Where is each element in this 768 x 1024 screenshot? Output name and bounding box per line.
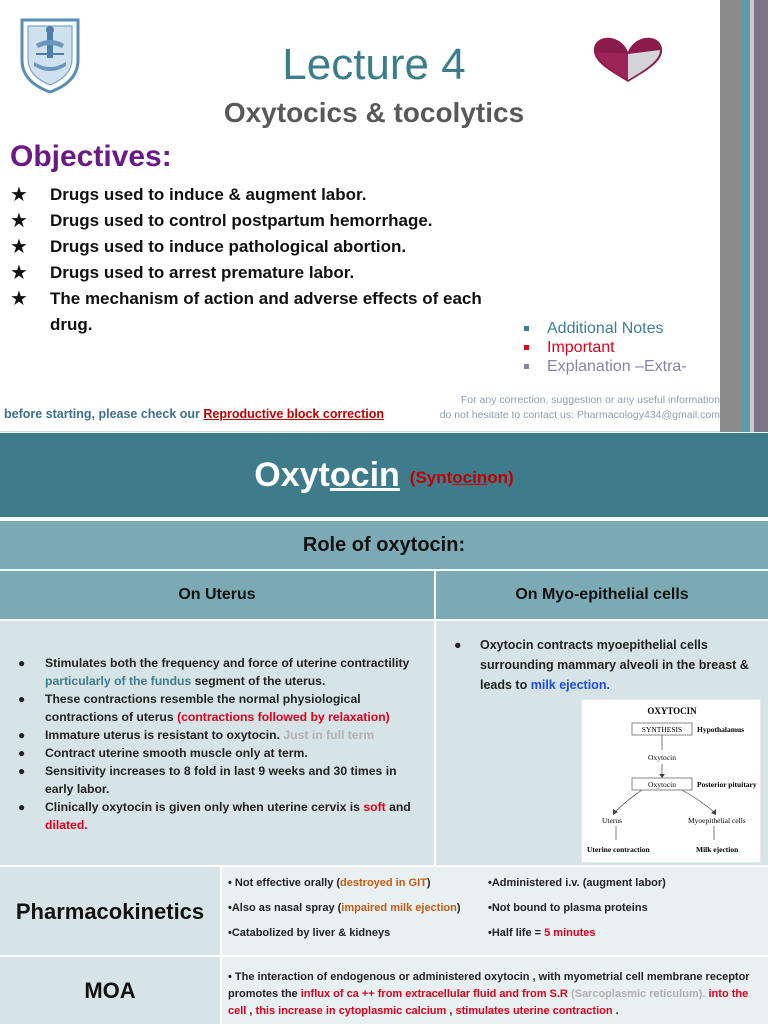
list-item: ● Contract uterine smooth muscle only at term. [18,746,308,760]
on-uterus-heading: On Uterus [0,571,434,619]
list-item: ● Clinically oxytocin is given only when uterine cervix is soft and dilated. [18,800,411,832]
diagram-oxytocin-box: Oxytocin [648,780,676,789]
pharmacokinetics-body [222,867,768,955]
list-item: ● These contractions resemble the normal physiological contractions of uterus (contractions followed by relaxation) [18,692,390,724]
diagram-uterus: Uterus [602,816,622,825]
square-bullet-icon [524,364,529,369]
pk-catabolism: •Catabolized by liver & kidneys [228,927,391,939]
oxytocin-header [0,433,768,517]
star-icon: ★ [10,288,28,310]
pk-administration: •Administered i.v. (augment labor) [488,877,666,889]
lecture-title: Lecture 4 [282,40,466,89]
star-icon: ★ [10,262,28,284]
bullet-icon: ● [18,764,26,778]
objective-item: ★ Drugs used to induce pathological abortion. [10,236,407,258]
oxytocin-diagram [581,699,761,863]
diagram-uterine-contraction: Uterine contraction [587,845,650,854]
list-item: ● Immature uterus is resistant to oxytocin. Just in full term [18,728,375,742]
legend-additional-notes: Additional Notes [524,319,687,338]
pk-nasal: •Also as nasal spray (impaired milk ejection) [228,902,461,914]
objective-item: ★ The mechanism of action and adverse effects of each drug. [10,286,510,338]
color-legend [524,319,687,376]
star-icon: ★ [10,236,28,258]
legend-important: Important [524,338,687,357]
pk-protein-binding: •Not bound to plasma proteins [488,902,648,914]
diagram-myoepithelial: Myoepithelial cells [688,816,746,825]
objective-item: ★ Drugs used to control postpartum hemorrhage. [10,210,433,232]
lecture-subtitle: Oxytocics & tocolytics [223,97,525,128]
diagram-milk-ejection: Milk ejection [696,845,739,854]
diagram-title: OXYTOCIN [647,706,697,716]
diagram-oxytocin-label: Oxytocin [648,753,676,762]
star-icon: ★ [10,210,28,232]
objective-item: ★ Drugs used to arrest premature labor. [10,262,355,284]
diagram-hypothalamus: Hypothalamus [697,725,745,734]
list-item: ● Stimulates both the frequency and force of uterine contractility particularly of the fundus segment of the uterus. [18,656,410,688]
bullet-icon: ● [18,746,26,760]
moa-body: • The interaction of endogenous or administered oxytocin , with myometrial cell membrane receptor promotes the influx of ca ++ from extracellular fluid and from S.R (Sarcoplasmic reticulum). into the cell , this increase in cytoplasmic calcium , stimulates uterine contraction . [222,957,768,1024]
bullet-icon: ● [18,728,26,742]
square-bullet-icon [524,345,529,350]
objectives-heading: Objectives: [10,140,172,173]
title-slide [0,0,768,432]
reproductive-correction-link[interactable]: Reproductive block correction [203,407,384,421]
role-heading: Role of oxytocin: [0,519,768,569]
bullet-icon: ● [18,692,26,706]
star-icon: ★ [10,184,28,206]
bullet-icon: ● [18,800,26,814]
pk-half-life: •Half life = 5 minutes [488,927,596,939]
moa-label: MOA [0,957,220,1024]
oxytocin-slide [0,433,768,1024]
on-myoepithelial-heading: On Myo-epithelial cells [436,571,768,619]
decorative-side-bars [720,0,768,432]
pharmacokinetics-label: Pharmacokinetics [0,867,220,955]
bullet-icon: ● [18,656,26,670]
syntocinon-name: (Syntocinon) [409,468,514,487]
diagram-synthesis: SYNTHESIS [641,725,683,734]
contact-note: For any correction, suggestion or any useful information do not hesitate to contact us: Pharmacology434@gmail.com [439,394,720,421]
pk-oral: • Not effective orally (destroyed in GIT) [228,877,431,889]
list-item: ● Oxytocin contracts myoepithelial cells surrounding mammary alveoli in the breast & leads to milk ejection. [454,635,760,695]
objective-item: ★ Drugs used to induce & augment labor. [10,184,367,206]
list-item: ● Sensitivity increases to 8 fold in last 9 weeks and 30 times in early labor. [18,764,397,796]
legend-explanation: Explanation –Extra- [524,357,687,376]
objectives-list [10,182,510,338]
square-bullet-icon [524,326,529,331]
bullet-icon: ● [454,638,462,652]
before-starting-note: before starting, please check our Reproductive block correction [4,407,384,421]
uterus-effects [0,621,434,865]
diagram-posterior-pituitary: Posterior pituitary [697,780,757,789]
oxytocin-title: Oxytocin [254,455,400,494]
